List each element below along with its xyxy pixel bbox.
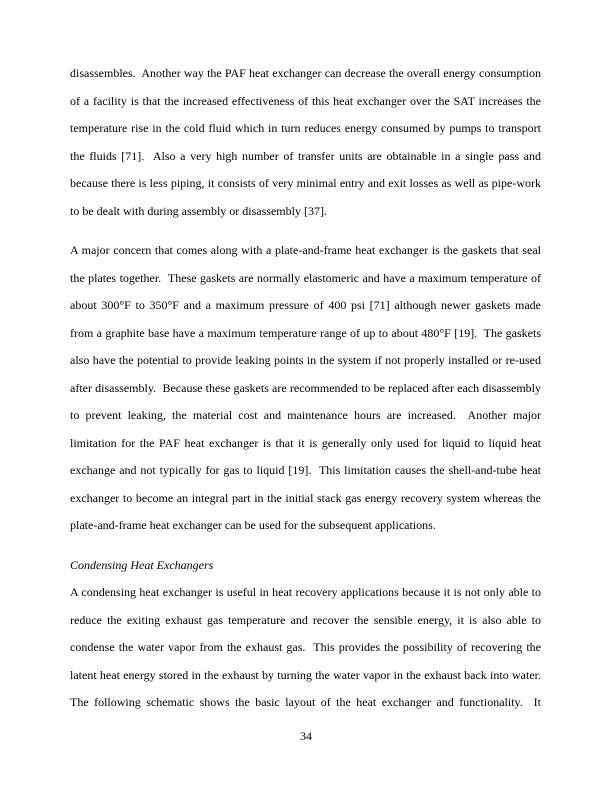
paragraph-condensing-intro: A condensing heat exchanger is useful in heat recovery applications because it is not only able to reduce the exiting exhaust gas temperature and recover the sensible energy, it is also able to condense the water vapor from the exhaust gas. This provides the possibility of recovering the latent heat energy stored in the exhaust by turning the water vapor in the exhaust back into water. The following schematic shows the basic layout of the heat exchanger and functionality. It xyxy=(70,585,547,709)
section-heading-condensing-heat-exchangers: Condensing Heat Exchangers xyxy=(70,557,214,572)
paragraph-paf-energy: disassembles. Another way the PAF heat exchanger can decrease the overall energy consumption of a facility is that the increased effectiveness of this heat exchanger over the SAT increases the temperature rise in the cold fluid which in turn reduces energy consumed by pumps to transport the fluids [71]. Also a very high number of transfer units are obtainable in a single pass and because there is less piping, it consists of very minimal entry and exit losses as well as pipe-work to be dealt with during assembly or disassembly [37]. xyxy=(70,66,544,218)
paragraph-gasket-concerns: A major concern that comes along with a plate-and-frame heat exchanger is the gaskets that seal the plates together. These gaskets are normally elastomeric and have a maximum temperature of about 300°F to 350°F and a maximum pressure of 400 psi [71] although newer gaskets made from a graphite base have a maximum temperature range of up to about 480°F [19]. The gaskets also have the potential to provide leaking points in the system if not properly installed or re-used after disassembly. Because these gaskets are recommended to be replaced after each disassembly to prevent leaking, the material cost and maintenance hours are increased. Another major limitation for the PAF heat exchanger is that it is generally only used for liquid to liquid heat exchange and not typically for gas to liquid [19]. This limitation causes the shell-and-tube heat exchanger to become an integral part in the initial stack gas energy recovery system whereas the plate-and-frame heat exchanger can be used for the subsequent applications. xyxy=(70,243,544,532)
page-body xyxy=(70,60,547,729)
page-number: 34 xyxy=(300,729,312,743)
